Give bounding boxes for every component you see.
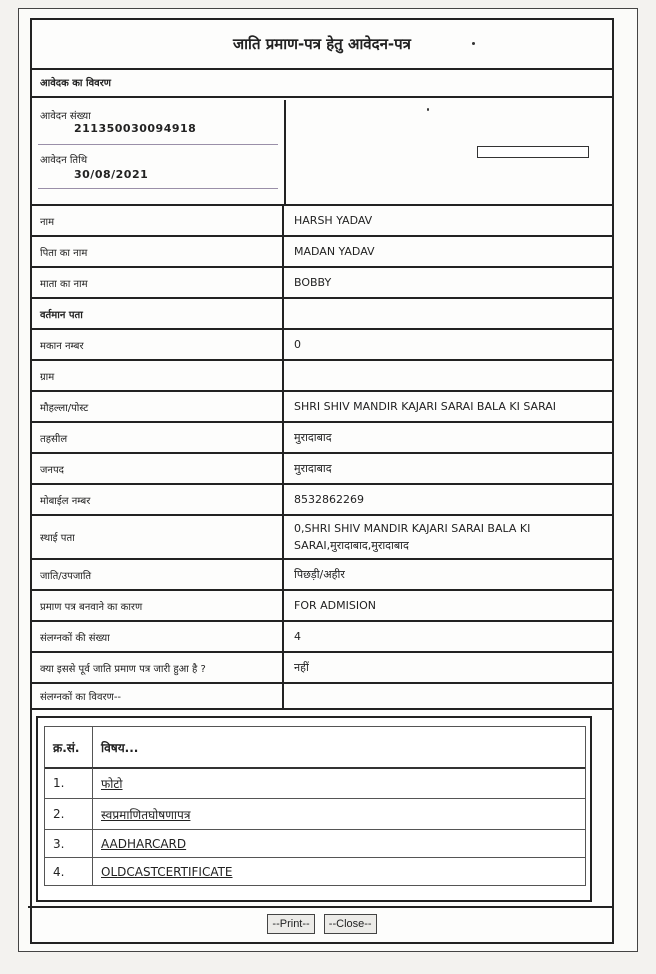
row-value: मुरादाबाद <box>294 431 332 444</box>
row-value: HARSH YADAV <box>294 214 373 227</box>
form-title: जाति प्रमाण-पत्र हेतु आवेदन-पत्र <box>32 20 612 70</box>
row-label: जनपद <box>32 454 284 483</box>
row-value: FOR ADMISION <box>294 599 376 612</box>
attachment-sn: 4. <box>45 858 93 885</box>
row-value: 8532862269 <box>294 493 364 506</box>
row-label: नाम <box>32 206 284 235</box>
detail-row <box>32 206 612 237</box>
attachment-link[interactable]: फोटो <box>101 776 123 791</box>
row-label: मोबाईल नम्बर <box>32 485 284 514</box>
application-form <box>30 18 614 944</box>
detail-row <box>32 392 612 423</box>
row-value: मुरादाबाद <box>294 462 332 475</box>
row-label: मौहल्ला/पोस्ट <box>32 392 284 421</box>
row-value: 0,SHRI SHIV MANDIR KAJARI SARAI BALA KI SARAI,मुरादाबाद,मुरादाबाद <box>294 522 531 552</box>
detail-row <box>32 485 612 516</box>
detail-row <box>32 299 612 330</box>
attachment-link[interactable]: स्वप्रमाणितघोषणापत्र <box>101 807 191 822</box>
print-button[interactable]: --Print-- <box>267 914 314 934</box>
attachment-link[interactable]: AADHARCARD <box>101 836 187 851</box>
row-value: नहीं <box>294 661 309 674</box>
detail-row <box>32 560 612 591</box>
row-label: मकान नम्बर <box>32 330 284 359</box>
application-number-value: 211350030094918 <box>74 122 197 135</box>
row-label: संलग्नकों की संख्या <box>32 622 284 651</box>
row-label: तहसील <box>32 423 284 452</box>
photo-placeholder <box>477 146 589 158</box>
detail-row <box>32 330 612 361</box>
row-value <box>286 361 612 390</box>
row-label: संलग्नकों का विवरण-- <box>32 684 284 708</box>
attachment-row <box>44 768 586 799</box>
application-info <box>32 100 286 204</box>
column-header-sn: क्र.सं. <box>45 727 93 767</box>
column-header-subject: विषय... <box>101 740 139 755</box>
divider <box>38 144 278 145</box>
attachments-header-row <box>44 726 586 769</box>
row-value: 0 <box>294 338 301 351</box>
row-label: वर्तमान पता <box>32 299 284 328</box>
attachment-sn: 1. <box>45 768 93 798</box>
row-label: पिता का नाम <box>32 237 284 266</box>
detail-row <box>32 622 612 653</box>
button-bar <box>32 910 612 938</box>
detail-row <box>32 653 612 684</box>
detail-row <box>32 237 612 268</box>
row-value: 4 <box>294 630 301 643</box>
attachment-sn: 2. <box>45 799 93 829</box>
detail-row <box>32 361 612 392</box>
row-label: प्रमाण पत्र बनवाने का कारण <box>32 591 284 620</box>
divider <box>38 188 278 189</box>
application-date-value: 30/08/2021 <box>74 168 149 181</box>
detail-row <box>32 454 612 485</box>
attachments-table <box>36 716 592 902</box>
detail-row <box>32 268 612 299</box>
attachment-row <box>44 858 586 886</box>
row-label: स्थाई पता <box>32 516 284 558</box>
close-button[interactable]: --Close-- <box>324 914 377 934</box>
row-label: माता का नाम <box>32 268 284 297</box>
detail-row <box>32 591 612 622</box>
row-value: SHRI SHIV MANDIR KAJARI SARAI BALA KI SARAI <box>294 400 557 413</box>
application-date-label: आवेदन तिथि <box>40 155 88 166</box>
application-block <box>32 100 612 206</box>
row-value: पिछड़ी/अहीर <box>294 568 345 581</box>
row-value: BOBBY <box>294 276 332 289</box>
application-number-label: आवेदन संख्या <box>40 111 91 122</box>
attachment-link[interactable]: OLDCASTCERTIFICATE <box>101 864 233 879</box>
detail-row <box>32 684 612 710</box>
attachment-row <box>44 799 586 830</box>
attachment-row <box>44 830 586 858</box>
detail-row <box>32 423 612 454</box>
row-label: जाति/उपजाति <box>32 560 284 589</box>
detail-row <box>32 516 612 560</box>
attachment-sn: 3. <box>45 830 93 857</box>
section-header: आवेदक का विवरण <box>32 70 612 98</box>
row-label: ग्राम <box>32 361 284 390</box>
row-value <box>286 299 612 328</box>
row-value <box>286 684 612 708</box>
speck-mark <box>472 42 475 45</box>
attachments-section <box>28 710 612 908</box>
row-value: MADAN YADAV <box>294 245 375 258</box>
speck-mark <box>427 108 429 111</box>
row-label: क्या इससे पूर्व जाति प्रमाण पत्र जारी हुआ है ? <box>32 653 284 682</box>
